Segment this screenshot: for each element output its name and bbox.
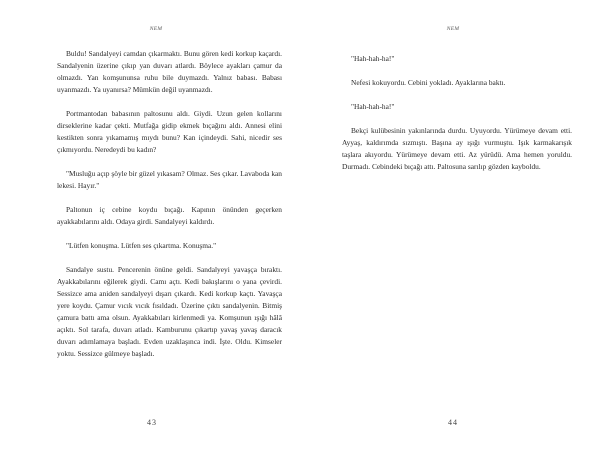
paragraph: Sandalye sustu. Pencerenin önüne geldi. Sandalyeyi yavaşça bıraktı. Ayakkabılarını eğilerek giydi. Camı açtı. Kedi bakışlarını o yana çevirdi. Sessizce ama aniden sandalyeyi dışarı çıkardı. Kedi korkup kaçtı. Yavaşça yere koydu. Çamur vıcık vıcık fısıldadı. Üzerine çıktı sandalyenin. Bitmiş çamura battı ama olsun. Ayakkabıları kirlenmedi ya. Komşunun ışığı hâlâ açıktı. Sol tarafa, duvarı atladı. Kamburunu çıkartıp yavaş yavaş daracık duvarı adımlamaya başladı. Evden uzaklaşınca indi. İşte. Oldu. Kimseler yoktu. Sessizce gülmeye başladı.	[57, 265, 282, 358]
page-number: 44	[448, 418, 458, 427]
paragraph: Portmantodan babasının paltosunu aldı. Giydi. Uzun gelen kollarını dirseklerine kadar çekti. Mutfağa gidip ekmek bıçağını aldı. Annesi elini kestikten sonra yıkamamış mıydı bunu? Kan içindeydi. Sahi, nicedir ses çıkmıyordu. Neredeydi bu kadın?	[57, 109, 282, 154]
page-body	[57, 48, 282, 360]
paragraph: "Hah-hah-ha!"	[351, 102, 395, 111]
right-page	[300, 0, 600, 467]
page-number: 43	[147, 418, 157, 427]
paragraph: "Musluğu açıp şöyle bir güzel yıkasam? Olmaz. Ses çıkar. Lavaboda kan lekesi. Hayır."	[57, 169, 282, 190]
paragraph: "Hah-hah-ha!"	[351, 54, 395, 63]
running-header: NEM	[446, 26, 460, 32]
paragraph: "Lütfen konuşma. Lütfen ses çıkartma. Konuşma."	[66, 241, 217, 250]
paragraph: Nefesi kokuyordu. Cebini yokladı. Ayaklarına baktı.	[351, 78, 506, 87]
paragraph: Paltonun iç cebine koydu bıçağı. Kapının önünden geçerken ayakkabılarını aldı. Odaya girdi. Sandalyeyi kaldırdı.	[57, 205, 282, 226]
paragraph: Bekçi kulübesinin yakınlarında durdu. Uyuyordu. Yürümeye devam etti. Ayyaş, kaldırımda sızmıştı. Başına ay ışığı vurmuştu. Işık karmakarışık taşlara akıyordu. Yürümeye devam etti. Az yürüdü. Ama hemen yoruldu. Durmadı. Cebindeki bıçağı attı. Paltosuna sarılıp gözden kayboldu.	[342, 126, 572, 171]
page-body	[342, 53, 572, 173]
paragraph: Buldu! Sandalyeyi camdan çıkarmaktı. Bunu gören kedi korkup kaçardı. Sandalyenin üzerine çıkıp yan duvarı atlardı. Böylece ayakları çamur da olmazdı. Yan komşununsa ruhu bile duymazdı. Yalnız babası. Babası uyanmazdı. Ya uyanırsa? Mümkün değil uyanmazdı.	[57, 49, 282, 94]
running-header: NEM	[149, 26, 163, 32]
